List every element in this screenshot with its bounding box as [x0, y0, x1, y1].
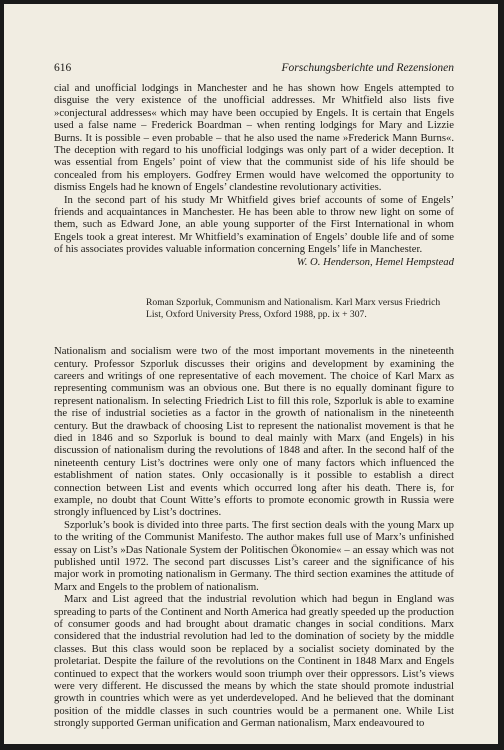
review2-paragraph-2: Szporluk’s book is divided into three parts. The first section deals with the young Marx up to the writing of the Communist Manifesto. The author makes full use of Marx’s unfinished essay on List’s »Das Nationale System der Politischen Ökonomie« – an essay which was not published until 1972. The second part discusses List’s career and the significance of his major work in promoting nationalism in Germany. The third section examines the attitude of Marx and Engels to the problem of nationalism.: [54, 518, 454, 593]
running-title: Forschungsberichte und Rezensionen: [281, 62, 454, 74]
review2-bibliographic-reference: [146, 297, 454, 321]
review1-paragraph-1: cial and unofficial lodgings in Manchester and he has shown how Engels attempted to disguise the very existence of the unofficial addresses. Mr Whitfield also lists five »conjectural addresses« which may have been occupied by Engels. It is certain that Engels used a false name – Frederick Boardman – when renting lodgings for Mary and Lizzie Burns. It is possible – even probable – that he also used the name »Frederick Mann Burns«. The deception with regard to his unofficial lodgings was only part of a wider deception. It was essential from Engels’ point of view that the communist side of his life should be concealed from his employers. Godfrey Ermen would have welcomed the opportunity to dismiss Engels had he known of Engels’ clandestine revolutionary activities.: [54, 82, 454, 194]
page-number: 616: [54, 62, 72, 74]
review2-reference-line-1: Roman Szporluk, Communism and Nationalism. Karl Marx versus Friedrich: [146, 297, 441, 309]
review2-reference-line-2: List, Oxford University Press, Oxford 1988, pp. ix + 307.: [146, 309, 367, 321]
review2-paragraph-1: Nationalism and socialism were two of the most important movements in the nineteenth century. Professor Szporluk discusses their origins and development by examining the careers and writings of one representative of each movement. The choice of Karl Marx as representing communism was an obvious one. But there is no equally dominant figure to represent nationalism. In selecting Friedrich List to fill this role, Szporluk is able to examine the rise of industrial societies as a factor in the growth of nationalism in the nineteenth century. But the drawback of choosing List to represent the nationalist movement is that he died in 1846 and so Szporluk is bound to deal mainly with Marx (and Engels) in his discussion of nationalism during the revolutions of 1848 and after. In the second half of the nineteenth century List’s doctrines were only one of many factors which influenced the establishment of nation states. Only occasionally is it possible to establish a direct connection between List and events which occurred long after his death. There is, for example, no doubt that Count Witte’s efforts to promote economic growth in Russia were strongly influenced by List’s doctrines.: [54, 345, 454, 519]
review1-signature: W. O. Henderson, Hemel Hempstead: [296, 255, 454, 268]
running-header: [54, 61, 454, 75]
review2-paragraph-3: Marx and List agreed that the industrial revolution which had begun in England was spreading to parts of the Continent and North America had greatly speeded up the production of consumer goods and had brought about dramatic changes in social conditions. Marx considered that the industrial revolution had led to the domination of society by the middle classes. But this class would soon be replaced by a socialist society dominated by the proletariat. Despite the failure of the revolutions on the Continent in 1848 Marx and Engels continued to expect that the workers would soon triumph over their oppressors. List’s views were very different. He discussed the means by which the state should promote industrial growth in countries which were as yet underdeveloped. And he believed that the dominant position of the middle classes in such countries would be a permanent one. While List strongly supported German unification and German nationalism, Marx endeavoured to: [54, 593, 454, 730]
page-body: [54, 82, 454, 730]
book-page: [4, 4, 498, 744]
review1-paragraph-2: In the second part of his study Mr Whitfield gives brief accounts of some of Engels’ friends and acquaintances in Manchester. He has been able to throw new light on some of them, such as Edward Jone, an able young supporter of the First International in whom Engels took a great interest. Mr Whitfield’s examination of Engels’ double life and of some of his associates provides valuable information concerning Engels’ life in Manchester.: [54, 193, 454, 256]
